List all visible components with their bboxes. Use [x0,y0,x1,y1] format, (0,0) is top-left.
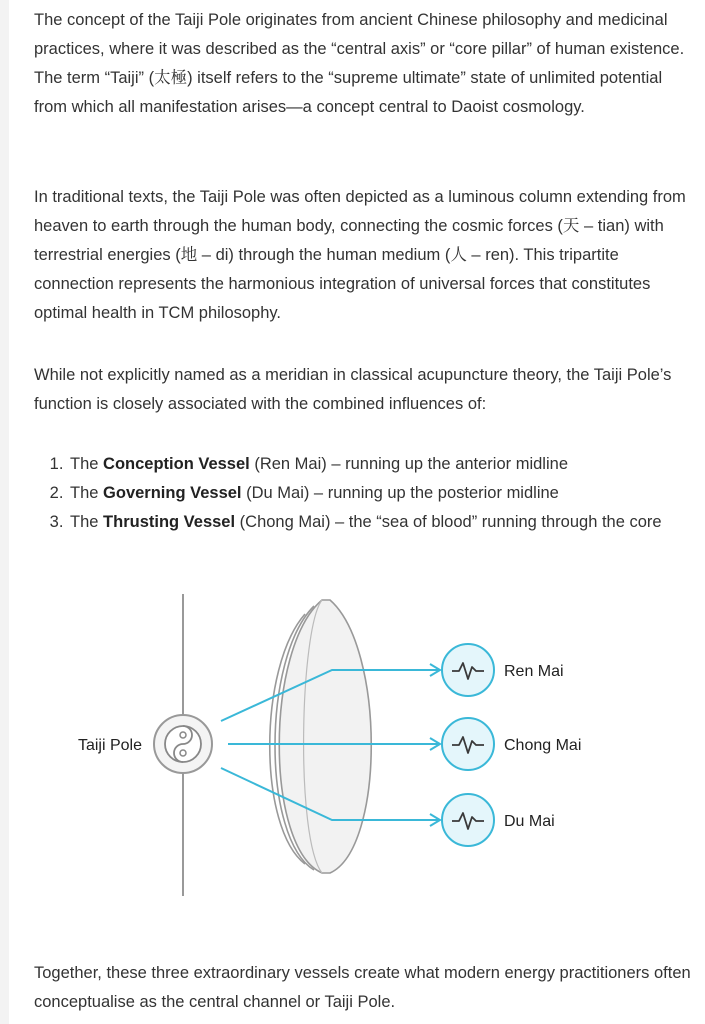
vessel-label: Ren Mai [504,663,564,680]
source-label: Taiji Pole [77,737,142,754]
list-item: 1. The Conception Vessel (Ren Mai) – running up the anterior midline [68,450,662,479]
lens-disc [270,600,372,873]
paragraph-origins: The concept of the Taiji Pole originates from ancient Chinese philosophy and medicinal practices, where it was described as the “central axis” or “core pillar” of human existence. The term “Taiji” (太極) itself refers to the “supreme ultimate” state of unlimited potential from which all manifestation arises—a concept central to Daoist cosmology. [34,11,685,116]
paragraph-meridian-association: While not explicitly named as a meridian in classical acupuncture theory, the Taiji Pole’s function is closely associated with the combined influences of: [34,366,672,413]
taiji-pole-diagram [0,588,705,906]
vessel-label: Du Mai [504,813,555,830]
list-item: 3. The Thrusting Vessel (Chong Mai) – the “sea of blood” running through the core [68,508,662,537]
vessel-label: Chong Mai [504,737,582,754]
vessel-node-du-mai [442,794,555,846]
vessel-list [34,450,662,537]
paragraph-traditional-texts: In traditional texts, the Taiji Pole was often depicted as a luminous column extending from heaven to earth through the human body, connecting the cosmic forces (天 – tian) with terrestrial energies (地 – di) through the human medium (人 – ren). This tripartite connection represents the harmonious integration of universal forces that constitutes optimal health in TCM philosophy. [34,188,686,322]
list-item: 2. The Governing Vessel (Du Mai) – running up the posterior midline [68,479,662,508]
taiji-icon [154,715,212,773]
vessel-node-chong-mai [442,718,581,770]
vessel-node-ren-mai [442,644,564,696]
paragraph-conclusion: Together, these three extraordinary vessels create what modern energy practitioners often conceptualise as the central channel or Taiji Pole. [34,964,691,1011]
